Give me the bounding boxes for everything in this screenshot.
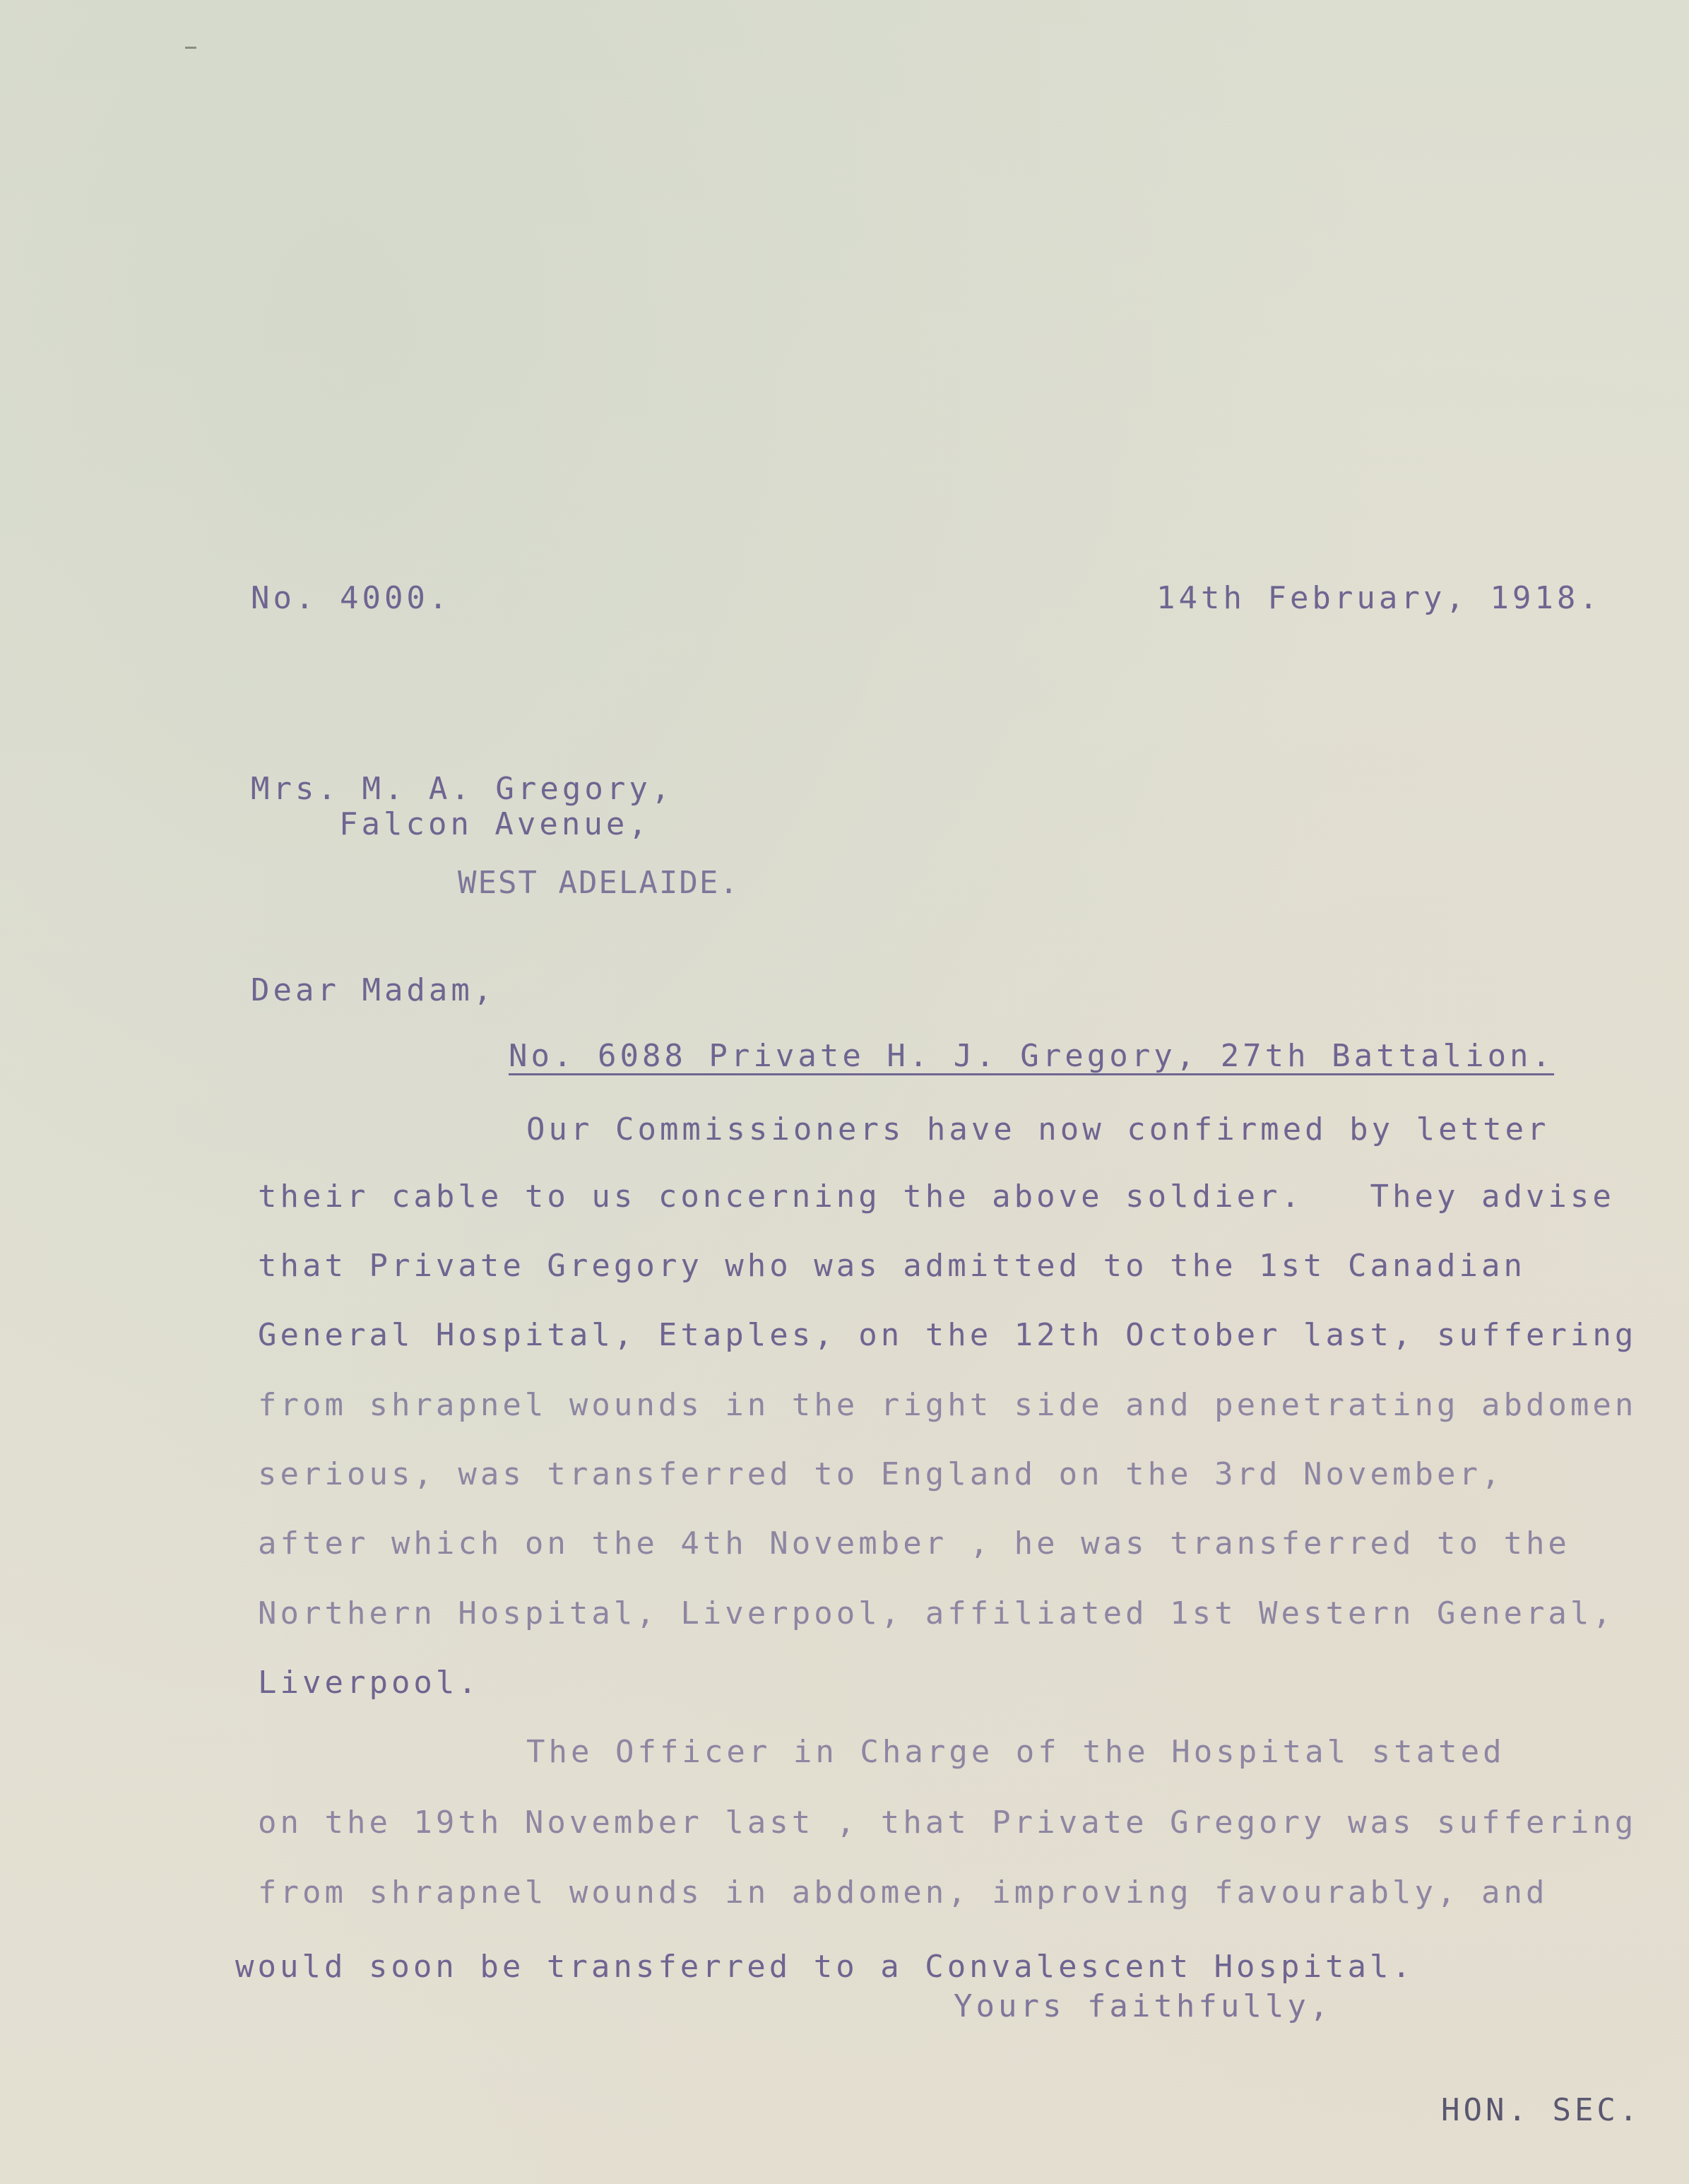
recipient-name: Mrs. M. A. Gregory, — [251, 771, 674, 807]
body-line: after which on the 4th November , he was transferred to the — [258, 1525, 1570, 1562]
subject-line: No. 6088 Private H. J. Gregory, 27th Battalion. — [509, 1038, 1555, 1074]
salutation: Dear Madam, — [251, 972, 496, 1008]
body-line: would soon be transferred to a Convalescent Hospital. — [235, 1949, 1414, 1985]
page-mark — [185, 47, 196, 49]
body-line: serious, was transferred to England on the 3rd November, — [258, 1456, 1504, 1492]
recipient-city: WEST ADELAIDE. — [458, 865, 740, 901]
signature-title: HON. SEC. — [1441, 2092, 1642, 2128]
body-line: from shrapnel wounds in abdomen, improving favourably, and — [258, 1875, 1548, 1911]
body-line: that Private Gregory who was admitted to the 1st Canadian — [258, 1248, 1526, 1284]
reference-number: No. 4000. — [251, 580, 451, 616]
body-line: Liverpool. — [258, 1665, 480, 1701]
body-line: their cable to us concerning the above soldier. They advise — [258, 1179, 1615, 1215]
body-line: General Hospital, Etaples, on the 12th October last, suffering — [258, 1317, 1637, 1353]
body-line: from shrapnel wounds in the right side and penetrating abdomen — [258, 1387, 1637, 1423]
recipient-street: Falcon Avenue, — [339, 806, 651, 842]
body-line: Northern Hospital, Liverpool, affiliated 1st Western General, — [258, 1595, 1615, 1631]
body-line: Our Commissioners have now confirmed by letter — [526, 1111, 1550, 1147]
body-line: on the 19th November last , that Private Gregory was suffering — [258, 1805, 1637, 1841]
body-line: The Officer in Charge of the Hospital stated — [526, 1734, 1505, 1770]
letter-date: 14th February, 1918. — [1156, 580, 1601, 616]
closing: Yours faithfully, — [954, 1988, 1332, 2024]
